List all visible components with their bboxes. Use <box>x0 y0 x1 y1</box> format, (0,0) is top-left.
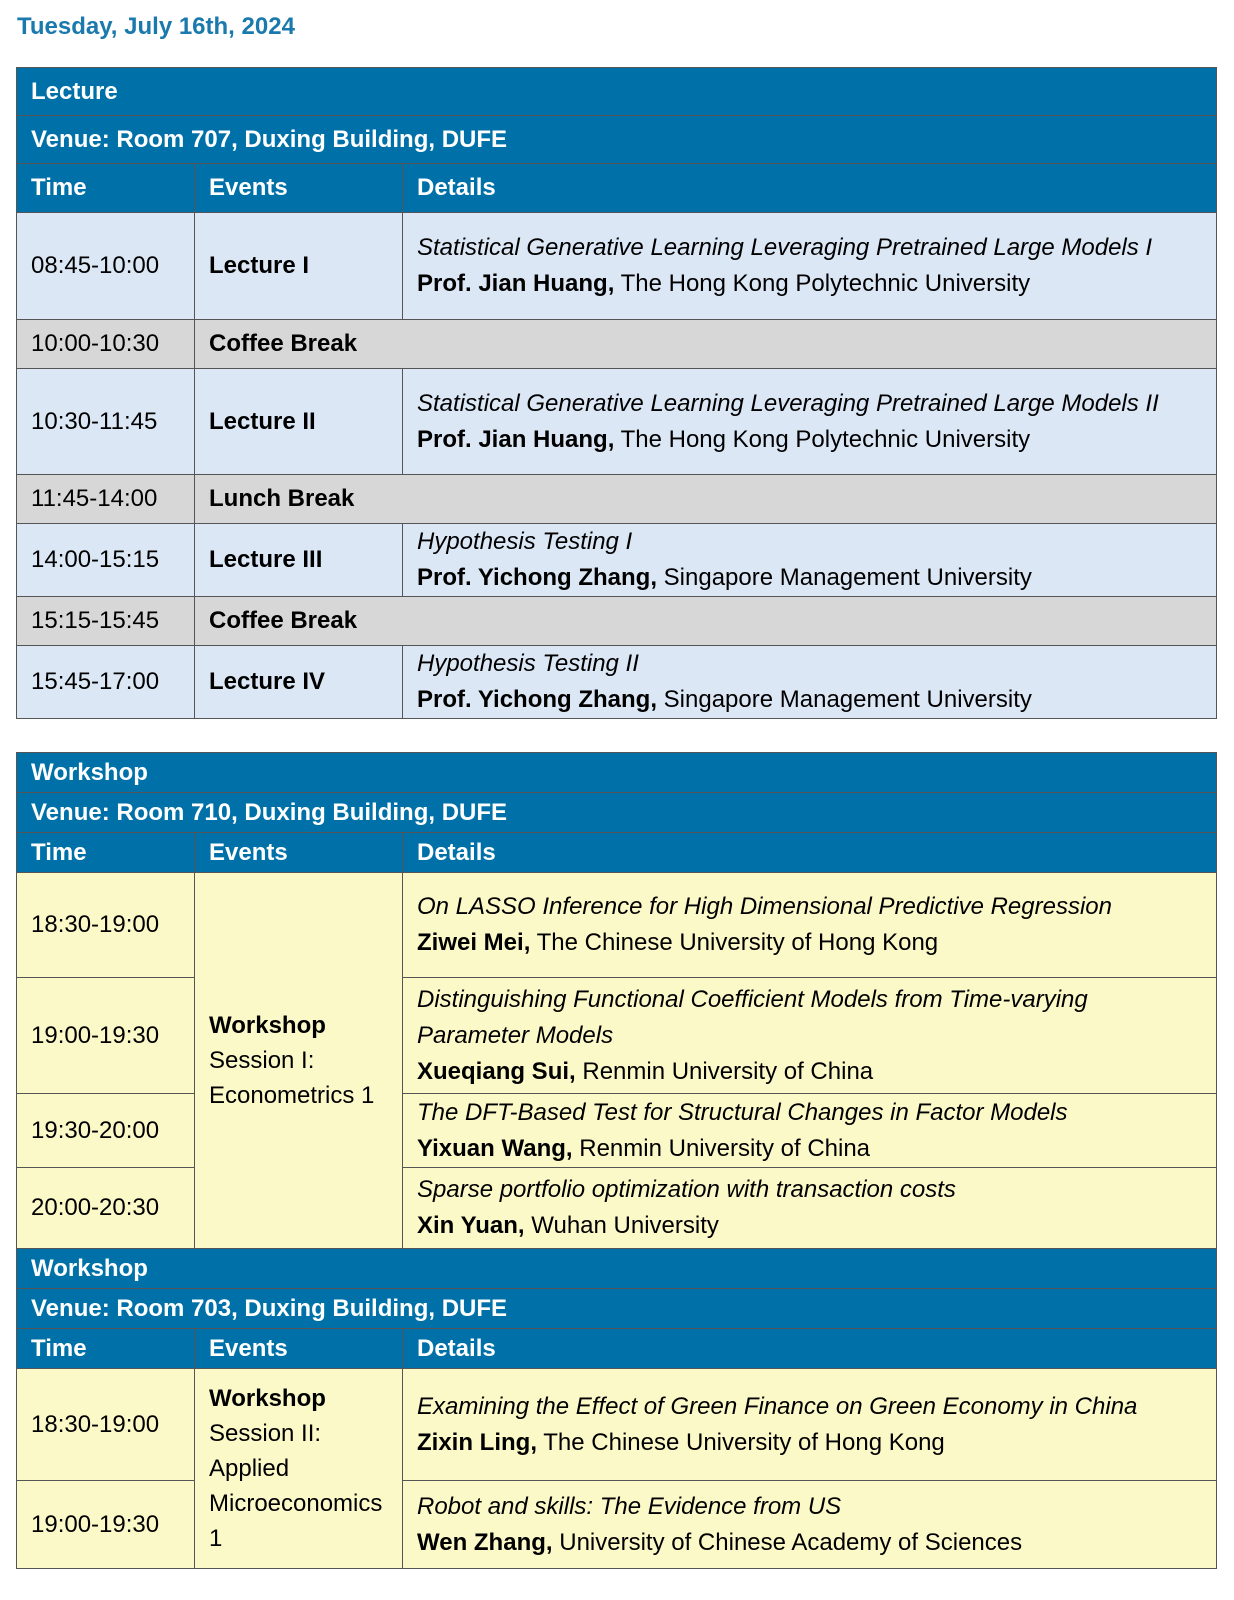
speaker-affiliation: Wuhan University <box>524 1212 719 1239</box>
row-details <box>403 1168 1217 1249</box>
speaker-name: Zixin Ling, <box>417 1428 537 1456</box>
session-label: Workshop <box>209 1012 326 1039</box>
row-event: Lecture II <box>195 369 403 475</box>
row-time: 20:00-20:30 <box>17 1168 195 1249</box>
row-time: 18:30-19:00 <box>17 873 195 978</box>
header-events: Events <box>195 164 403 213</box>
speaker-affiliation: The Chinese University of Hong Kong <box>537 1428 945 1456</box>
row-details <box>403 1369 1217 1481</box>
table-row <box>17 369 1217 475</box>
talk-title: Statistical Generative Learning Leveraging Pretrained Large Models I <box>417 234 1153 261</box>
schedule-date: Tuesday, July 16th, 2024 <box>17 13 295 40</box>
speaker-affiliation: The Hong Kong Polytechnic University <box>614 270 1031 297</box>
lecture-block-title: Lecture <box>17 68 1217 116</box>
row-time: 08:45-10:00 <box>17 213 195 320</box>
table-row <box>17 597 1217 646</box>
workshop2-title: Workshop <box>17 1249 1217 1289</box>
workshop1-venue: Venue: Room 710, Duxing Building, DUFE <box>17 793 1217 833</box>
row-details <box>403 978 1217 1094</box>
header-time: Time <box>17 833 195 873</box>
header-details: Details <box>403 164 1217 213</box>
row-details <box>403 1094 1217 1168</box>
row-time: 15:45-17:00 <box>17 646 195 719</box>
session-name: Session II: Applied Microeconomics 1 <box>209 1420 383 1552</box>
row-event: Coffee Break <box>195 320 1217 369</box>
header-time: Time <box>17 164 195 213</box>
talk-title: The DFT-Based Test for Structural Changes in Factor Models <box>417 1098 1068 1126</box>
header-details: Details <box>403 833 1217 873</box>
row-time: 14:00-15:15 <box>17 524 195 597</box>
talk-title: Hypothesis Testing II <box>417 650 639 677</box>
workshop2-session <box>195 1369 403 1569</box>
speaker-affiliation: The Chinese University of Hong Kong <box>530 929 939 956</box>
speaker-affiliation: University of Chinese Academy of Sciences <box>552 1528 1023 1556</box>
row-event: Lunch Break <box>195 475 1217 524</box>
talk-title: Examining the Effect of Green Finance on Green Economy in China <box>417 1392 1138 1420</box>
lecture-schedule-table <box>16 67 1217 719</box>
row-details <box>403 1481 1217 1569</box>
workshop1-session <box>195 873 403 1249</box>
row-details <box>403 524 1217 597</box>
row-time: 10:30-11:45 <box>17 369 195 475</box>
speaker-name: Prof. Jian Huang, <box>417 425 615 453</box>
row-details <box>403 369 1217 475</box>
row-time: 19:30-20:00 <box>17 1094 195 1168</box>
row-time: 19:00-19:30 <box>17 1481 195 1569</box>
table-row <box>17 1369 1217 1481</box>
row-time: 11:45-14:00 <box>17 475 195 524</box>
speaker-name: Prof. Yichong Zhang, <box>417 686 657 713</box>
talk-title: Hypothesis Testing I <box>417 528 633 555</box>
row-details <box>403 646 1217 719</box>
table-row <box>17 320 1217 369</box>
speaker-name: Prof. Yichong Zhang, <box>417 564 657 591</box>
row-event: Coffee Break <box>195 597 1217 646</box>
speaker-name: Prof. Jian Huang, <box>417 270 615 297</box>
row-time: 15:15-15:45 <box>17 597 195 646</box>
speaker-affiliation: The Hong Kong Polytechnic University <box>614 425 1031 453</box>
row-time: 10:00-10:30 <box>17 320 195 369</box>
session-label: Workshop <box>209 1385 326 1412</box>
table-row <box>17 475 1217 524</box>
row-details <box>403 213 1217 320</box>
table-row <box>17 646 1217 719</box>
speaker-name: Wen Zhang, <box>417 1528 553 1556</box>
speaker-name: Xueqiang Sui, <box>417 1057 576 1085</box>
row-time: 19:00-19:30 <box>17 978 195 1094</box>
row-event: Lecture IV <box>195 646 403 719</box>
speaker-affiliation: Singapore Management University <box>657 686 1032 713</box>
session-name: Session I: Econometrics 1 <box>209 1047 375 1109</box>
header-events: Events <box>195 1329 403 1369</box>
table-row <box>17 524 1217 597</box>
talk-title: Distinguishing Functional Coefficient Models from Time-varying Parameter Models <box>417 985 1088 1049</box>
speaker-affiliation: Singapore Management University <box>657 564 1032 591</box>
speaker-name: Xin Yuan, <box>417 1212 525 1239</box>
table-row <box>17 873 1217 978</box>
row-details <box>403 873 1217 978</box>
lecture-venue: Venue: Room 707, Duxing Building, DUFE <box>17 116 1217 164</box>
table-row <box>17 213 1217 320</box>
talk-title: Statistical Generative Learning Leveraging Pretrained Large Models II <box>417 389 1159 417</box>
speaker-affiliation: Renmin University of China <box>572 1134 871 1162</box>
speaker-name: Yixuan Wang, <box>417 1134 573 1162</box>
row-event: Lecture III <box>195 524 403 597</box>
header-details: Details <box>403 1329 1217 1369</box>
workshop2-venue: Venue: Room 703, Duxing Building, DUFE <box>17 1289 1217 1329</box>
workshop-schedule-table <box>16 752 1217 1569</box>
row-event: Lecture I <box>195 213 403 320</box>
header-events: Events <box>195 833 403 873</box>
talk-title: Sparse portfolio optimization with transaction costs <box>417 1176 956 1203</box>
speaker-name: Ziwei Mei, <box>417 929 531 956</box>
talk-title: Robot and skills: The Evidence from US <box>417 1492 842 1520</box>
header-time: Time <box>17 1329 195 1369</box>
talk-title: On LASSO Inference for High Dimensional Predictive Regression <box>417 893 1112 920</box>
workshop1-title: Workshop <box>17 753 1217 793</box>
row-time: 18:30-19:00 <box>17 1369 195 1481</box>
speaker-affiliation: Renmin University of China <box>575 1057 874 1085</box>
